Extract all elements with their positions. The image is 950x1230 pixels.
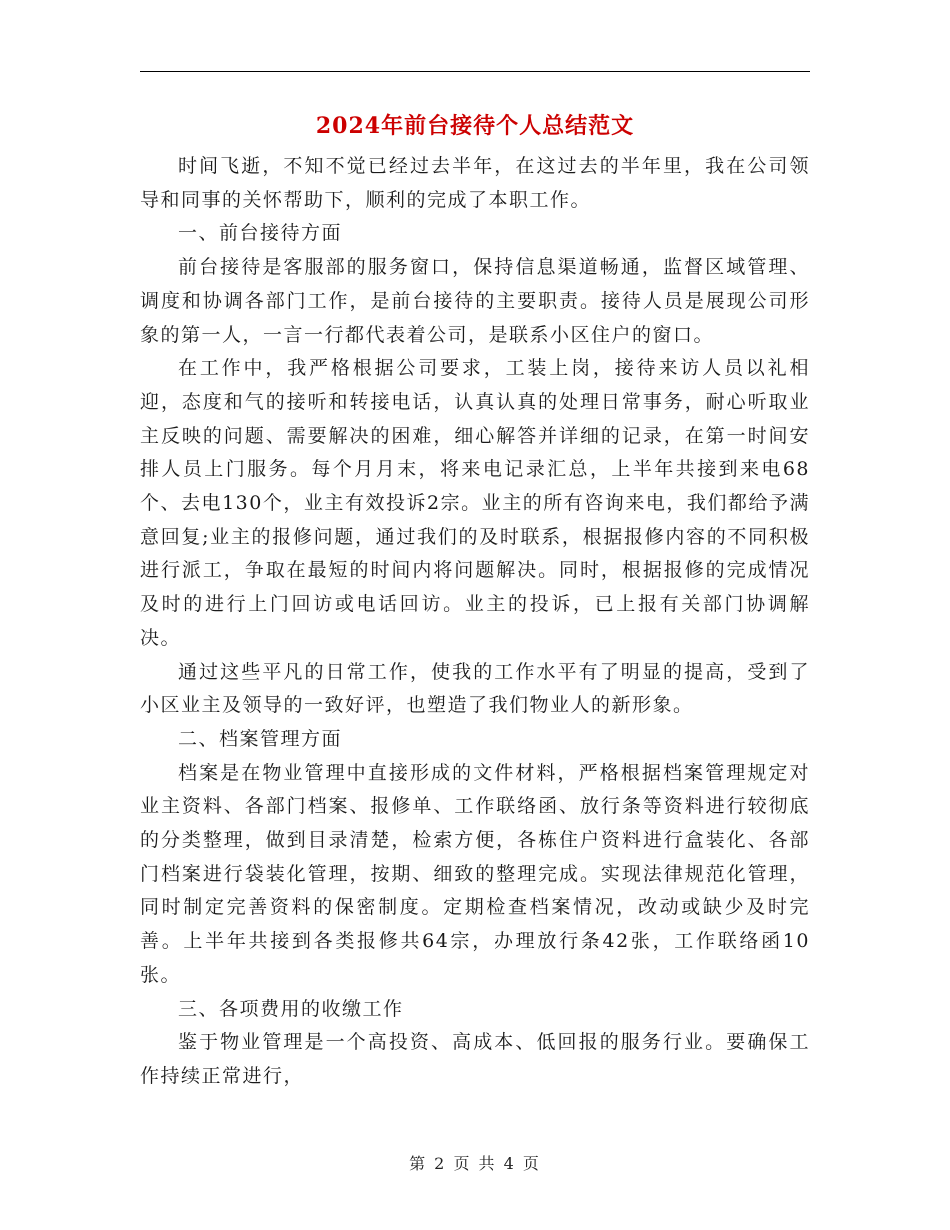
document-body — [140, 150, 810, 1094]
paragraph-archives: 档案是在物业管理中直接形成的文件材料，严格根据档案管理规定对业主资料、各部门档案、报修单、工作联络函、放行条等资料进行较彻底的分类整理，做到目录清楚，检索方便，各栋住户资料进行盒装化、各部门档案进行袋装化管理，按期、细致的整理完成。实现法律规范化管理，同时制定完善资料的保密制度。定期检查档案情况，改动或缺少及时完善。上半年共接到各类报修共64宗，办理放行条42张，工作联络函10张。 — [140, 761, 810, 986]
paragraph-reception-result: 通过这些平凡的日常工作，使我的工作水平有了明显的提高，受到了小区业主及领导的一致好评，也塑造了我们物业人的新形象。 — [140, 660, 810, 717]
section-heading-archives: 二、档案管理方面 — [178, 727, 343, 750]
document-title: 2024年前台接待个人总结范文 — [315, 113, 635, 139]
paragraph-reception-duties: 前台接待是客服部的服务窗口，保持信息渠道畅通，监督区域管理、调度和协调各部门工作，是前台接待的主要职责。接待人员是展现公司形象的第一人，一言一行都代表着公司，是联系小区住户的窗口。 — [140, 256, 810, 346]
paragraph-fees: 鉴于物业管理是一个高投资、高成本、低回报的服务行业。要确保工作持续正常进行， — [140, 1031, 810, 1087]
section-heading-reception: 一、前台接待方面 — [178, 222, 343, 245]
page-number: 第 2 页 共 4 页 — [409, 1154, 541, 1173]
header-rule — [140, 71, 810, 72]
paragraph-intro: 时间飞逝，不知不觉已经过去半年，在这过去的半年里，我在公司领导和同事的关怀帮助下，顺利的完成了本职工作。 — [140, 155, 810, 211]
paragraph-reception-work: 在工作中，我严格根据公司要求，工装上岗，接待来访人员以礼相迎，态度和气的接听和转接电话，认真认真的处理日常事务，耐心听取业主反映的问题、需要解决的困难，细心解答并详细的记录，在第一时间安排人员上门服务。每个月月末，将来电记录汇总，上半年共接到来电68个、去电130个，业主有效投诉2宗。业主的所有咨询来电，我们都给予满意回复;业主的报修问题，通过我们的及时联系，根据报修内容的不同积极进行派工，争取在最短的时间内将问题解决。同时，根据报修的完成情况及时的进行上门回访或电话回访。业主的投诉，已上报有关部门协调解决。 — [140, 357, 810, 649]
section-heading-fees: 三、各项费用的收缴工作 — [178, 997, 404, 1020]
